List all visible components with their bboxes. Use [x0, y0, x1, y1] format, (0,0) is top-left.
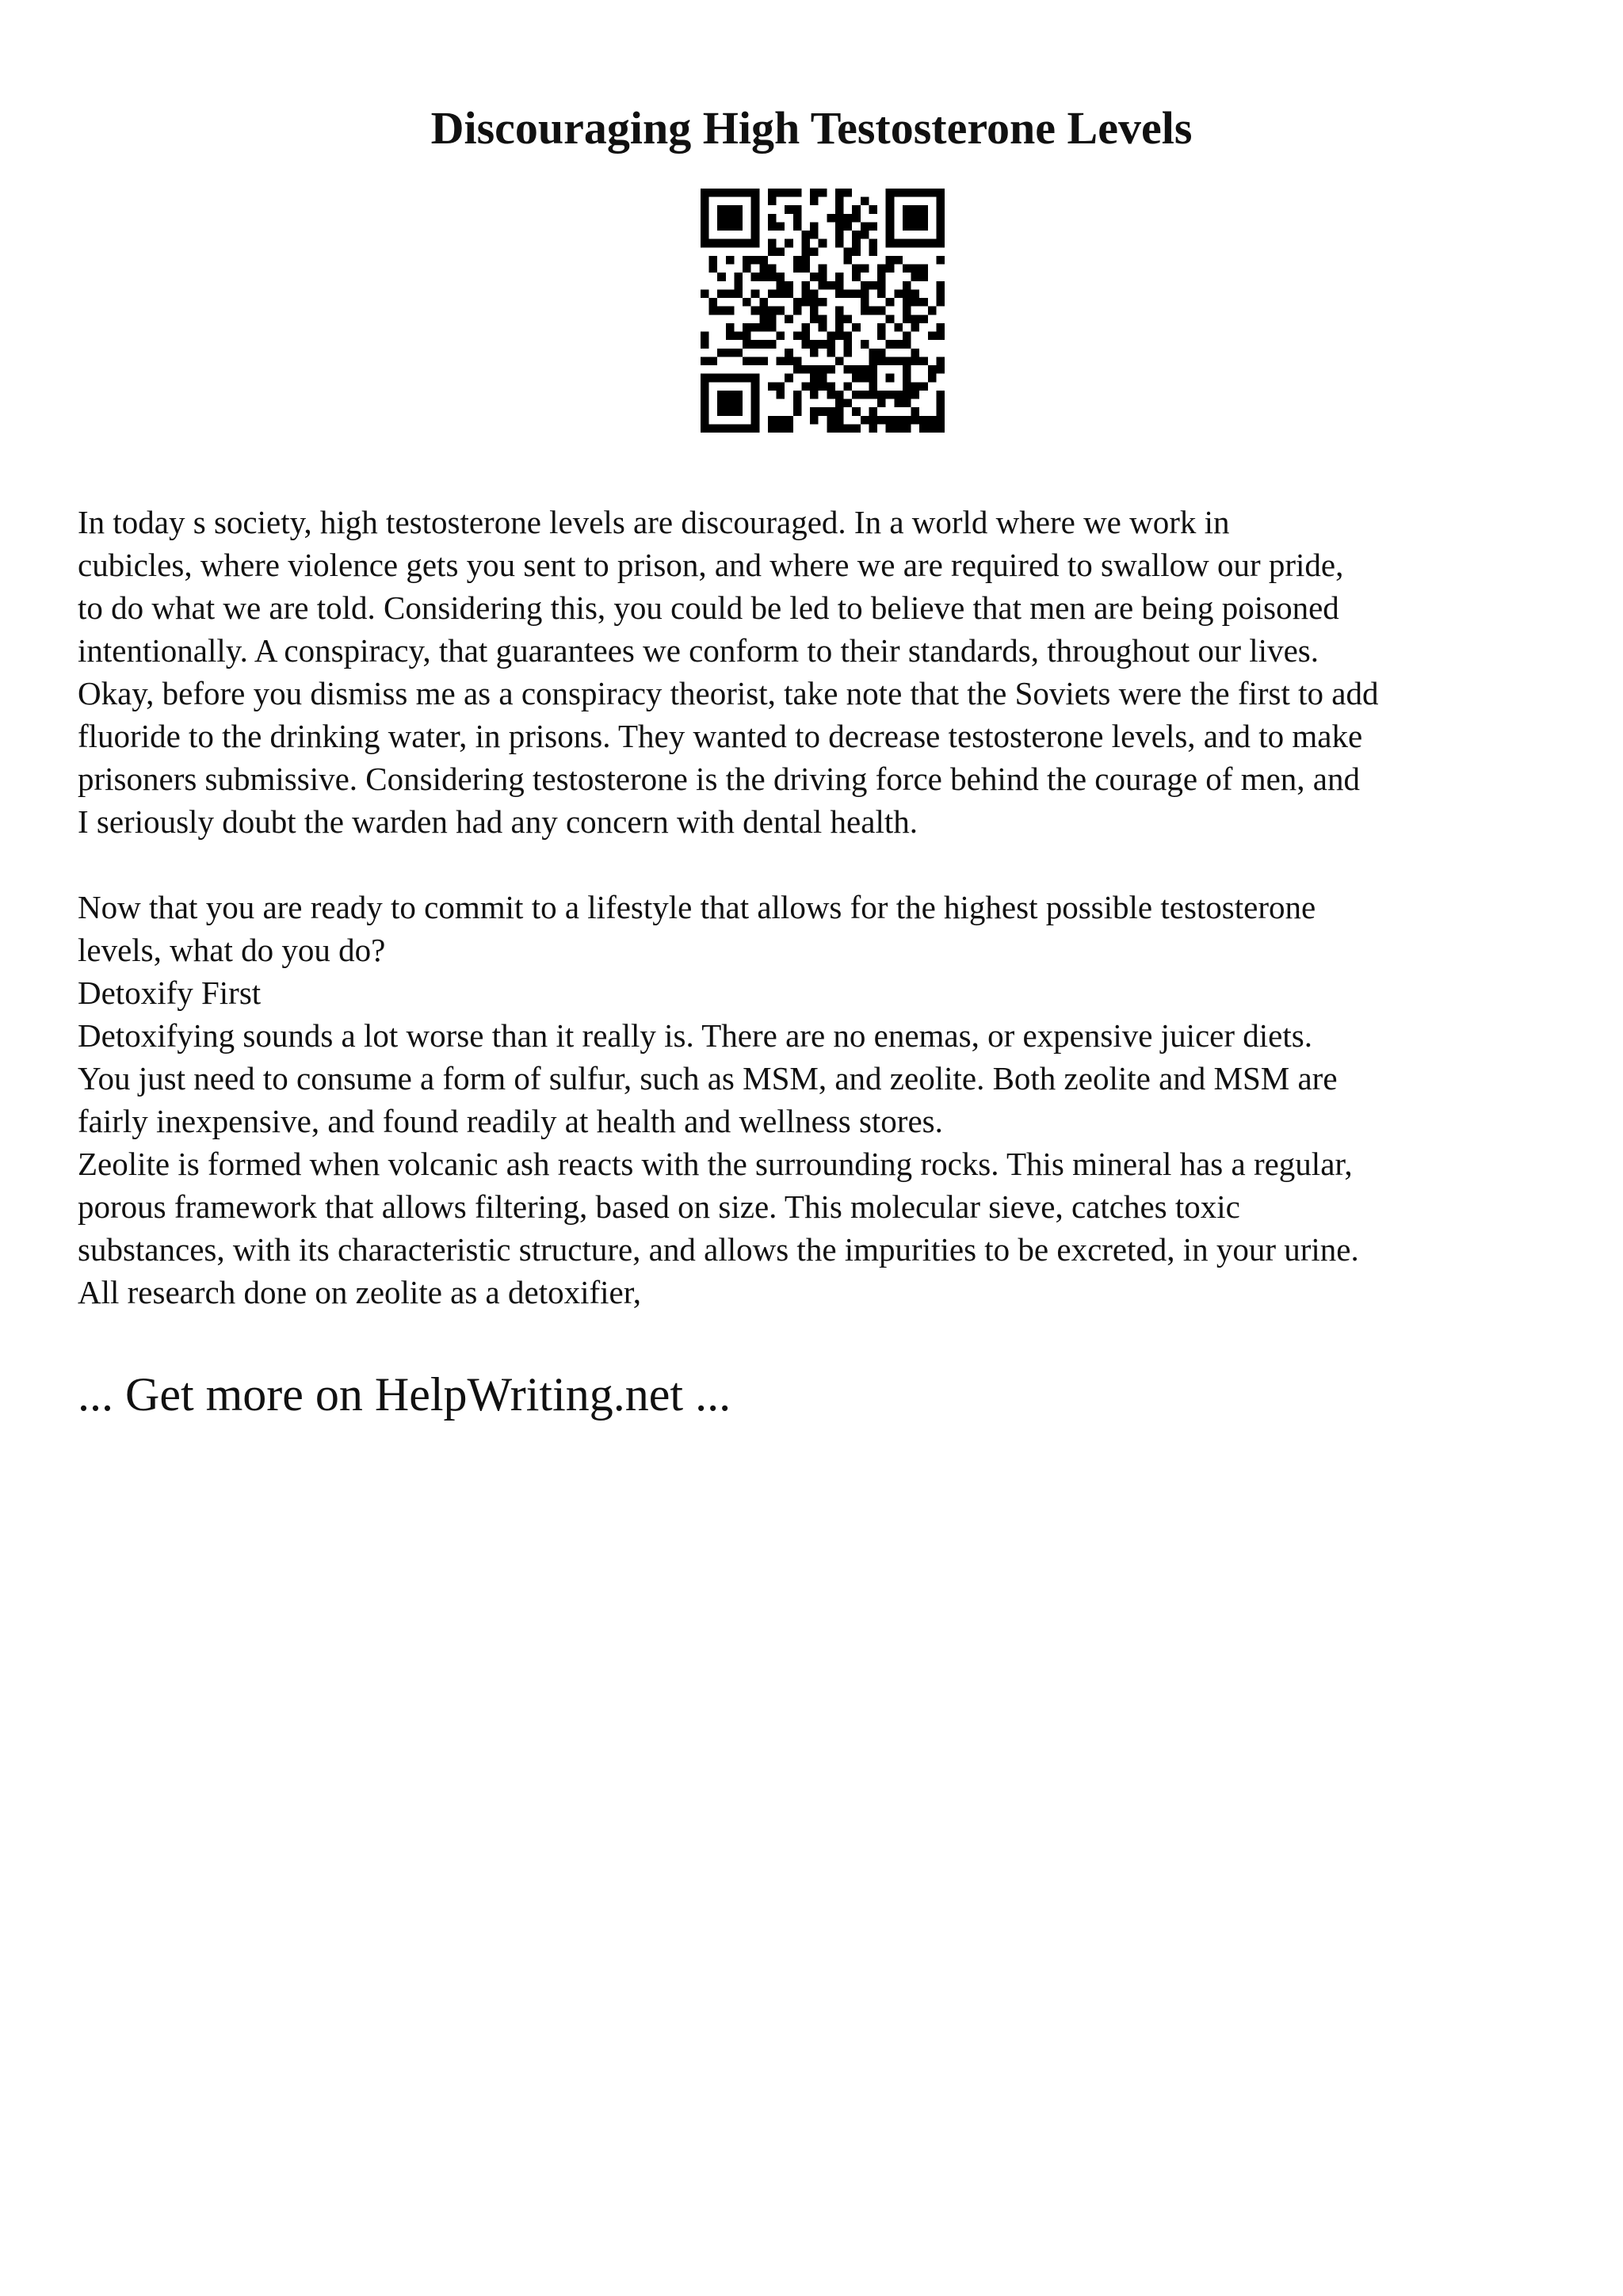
text-line: to do what we are told. Considering this, you could be led to believe that men are being poisoned	[78, 589, 1339, 626]
paragraph-lifestyle	[78, 886, 1575, 971]
text-line: In today s society, high testosterone levels are discouraged. In a world where we work in	[78, 504, 1230, 540]
paragraph-zeolite	[78, 1142, 1575, 1314]
text-line: levels, what do you do?	[78, 932, 386, 968]
text-line: cubicles, where violence gets you sent to prison, and where we are required to swallow our pride,	[78, 547, 1344, 583]
qr-code-icon[interactable]	[701, 189, 945, 433]
text-line: intentionally. A conspiracy, that guarantees we conform to their standards, throughout our lives.	[78, 632, 1319, 669]
text-line: prisoners submissive. Considering testosterone is the driving force behind the courage of men, and	[78, 761, 1360, 797]
text-line: I seriously doubt the warden had any concern with dental health.	[78, 803, 918, 840]
document-title: Discouraging High Testosterone Levels	[430, 102, 1193, 154]
paragraph-gap	[78, 843, 1575, 886]
text-line: Okay, before you dismiss me as a conspiracy theorist, take note that the Soviets were the first to add	[78, 675, 1379, 711]
section-subheading: Detoxify First	[78, 974, 262, 1011]
text-line: substances, with its characteristic structure, and allows the impurities to be excreted, in your urine.	[78, 1231, 1359, 1268]
more-link[interactable]: ... Get more on HelpWriting.net ...	[78, 1368, 731, 1421]
article-body	[78, 501, 1575, 1314]
text-line: Now that you are ready to commit to a lifestyle that allows for the highest possible testosterone	[78, 889, 1316, 925]
text-line: You just need to consume a form of sulfur, such as MSM, and zeolite. Both zeolite and MSM are	[78, 1060, 1338, 1097]
text-line: fairly inexpensive, and found readily at health and wellness stores.	[78, 1103, 943, 1139]
text-line: porous framework that allows filtering, based on size. This molecular sieve, catches toxic	[78, 1188, 1240, 1225]
paragraph-detox	[78, 1014, 1575, 1142]
paragraph-intro	[78, 501, 1575, 843]
text-line: Zeolite is formed when volcanic ash reacts with the surrounding rocks. This mineral has a regular,	[78, 1146, 1353, 1182]
text-line: All research done on zeolite as a detoxifier,	[78, 1274, 641, 1310]
text-line: fluoride to the drinking water, in prisons. They wanted to decrease testosterone levels, and to make	[78, 718, 1363, 754]
text-line: Detoxifying sounds a lot worse than it really is. There are no enemas, or expensive juicer diets.	[78, 1017, 1312, 1054]
